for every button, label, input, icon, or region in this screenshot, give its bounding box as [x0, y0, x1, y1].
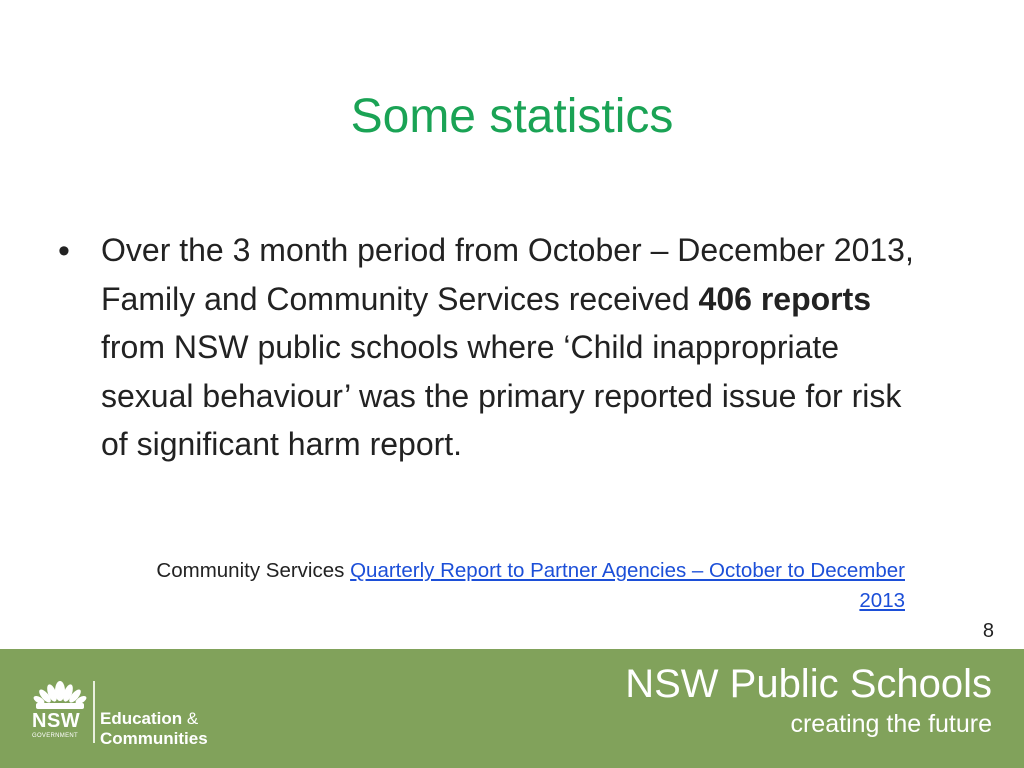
bullet-dot-icon: • [58, 232, 70, 270]
nsw-government-logo [30, 669, 270, 749]
slide-title: Some statistics [350, 90, 674, 143]
bullet-bold-count: 406 reports [698, 280, 872, 317]
citation-link[interactable]: Quarterly Report to Partner Agencies – October to December 2013 [350, 559, 905, 612]
department-name-line2: Communities [100, 729, 208, 748]
bullet-text-before: Over the 3 month period from October – December 2013, Family and Community Services received [101, 232, 914, 317]
brand-block [625, 661, 992, 741]
bullet-text-after: from NSW public schools where ‘Child inappropriate sexual behaviour’ was the primary reported issue for risk of significant harm report. [101, 329, 902, 462]
bullet-item [58, 226, 918, 469]
page-number: 8 [982, 620, 994, 642]
logo-divider [93, 681, 95, 743]
citation-prefix: Community Services [156, 559, 351, 582]
government-logo-text: GOVERNMENT [32, 733, 79, 739]
footer-banner [0, 649, 1024, 768]
department-name [100, 709, 208, 749]
citation [140, 556, 905, 616]
waratah-icon [30, 669, 90, 713]
department-name-line1: Education [100, 709, 183, 728]
nsw-logo-text: NSW [32, 710, 81, 732]
department-name-amp: & [186, 709, 199, 728]
brand-tagline: creating the future [790, 710, 992, 738]
brand-title: NSW Public Schools [625, 662, 992, 706]
bullet-text [101, 226, 918, 469]
